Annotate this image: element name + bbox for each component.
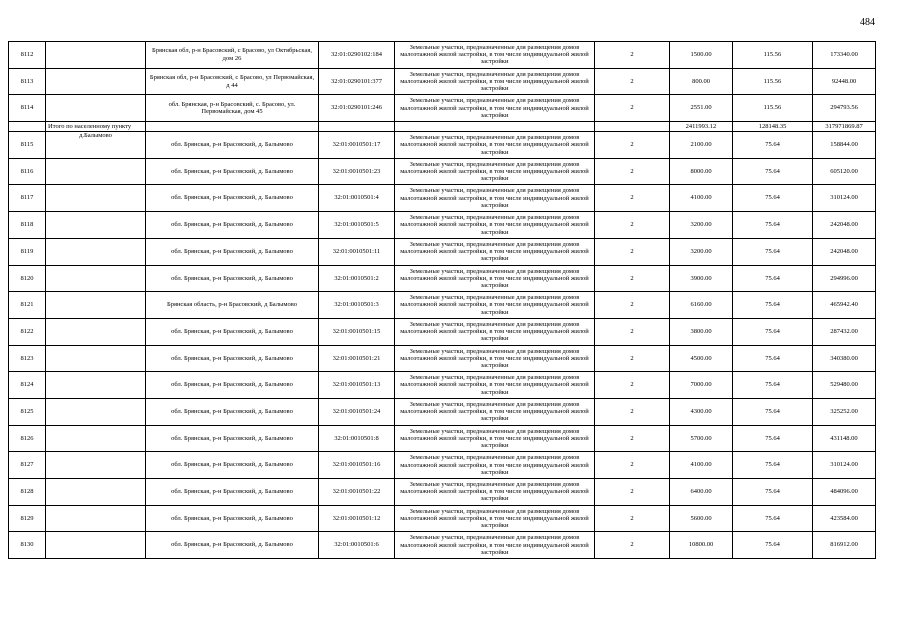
table-row (9, 318, 876, 345)
table-row (9, 532, 876, 559)
price-cell: 75.64 (733, 425, 813, 452)
table-row (9, 265, 876, 292)
land-use-cell: Земельные участки, предназначенные для размещения домов малоэтажной жилой застройки, в том числе индивидуальной жилой застройки (395, 479, 595, 506)
cadastral-value-cell: 423584.00 (813, 505, 876, 532)
land-use-cell: Земельные участки, предназначенные для размещения домов малоэтажной жилой застройки, в том числе индивидуальной жилой застройки (395, 42, 595, 69)
land-use-cell: Земельные участки, предназначенные для размещения домов малоэтажной жилой застройки, в том числе индивидуальной жилой застройки (395, 185, 595, 212)
village-cell (46, 452, 146, 479)
area-cell: 6400.00 (670, 479, 733, 506)
cadastral-value-cell: 310124.00 (813, 185, 876, 212)
cadastral-value-cell: 242048.00 (813, 212, 876, 239)
row-number: 8128 (9, 479, 46, 506)
row-number: 8125 (9, 398, 46, 425)
village-cell (46, 505, 146, 532)
table-row (9, 292, 876, 319)
cadastral-number-cell: 32:01:0010501:5 (319, 212, 395, 239)
table-row (9, 95, 876, 122)
cadastral-value-cell: 340380.00 (813, 345, 876, 372)
cadastral-number-cell: 32:01:0010501:11 (319, 238, 395, 265)
group-cell: 2 (595, 132, 670, 159)
row-number: 8120 (9, 265, 46, 292)
address-cell: обл. Брянская, р-н Брасовский, д. Балымово (146, 158, 319, 185)
row-number: 8119 (9, 238, 46, 265)
row-number: 8116 (9, 158, 46, 185)
table-row (9, 398, 876, 425)
group-cell: 2 (595, 345, 670, 372)
village-cell (46, 292, 146, 319)
area-cell: 2551.00 (670, 95, 733, 122)
price-cell: 75.64 (733, 479, 813, 506)
price-cell: 75.64 (733, 345, 813, 372)
cadastral-number-cell: 32:01:0290102:184 (319, 42, 395, 69)
address-cell: обл. Брянская, р-н Брасовский, д. Балымово (146, 372, 319, 399)
total-blank-n (9, 122, 46, 132)
cadastral-number-cell: 32:01:0010501:4 (319, 185, 395, 212)
area-cell: 800.00 (670, 68, 733, 95)
area-cell: 4100.00 (670, 452, 733, 479)
land-use-cell: Земельные участки, предназначенные для размещения домов малоэтажной жилой застройки, в том числе индивидуальной жилой застройки (395, 398, 595, 425)
group-cell: 2 (595, 425, 670, 452)
address-cell: обл. Брянская, р-н Брасовский, д. Балымово (146, 212, 319, 239)
cadastral-value-cell: 242048.00 (813, 238, 876, 265)
group-cell: 2 (595, 238, 670, 265)
table-row (9, 372, 876, 399)
total-value: 317971869.87 (813, 122, 876, 132)
village-cell (46, 238, 146, 265)
address-cell: обл. Брянская, р-н Брасовский, д. Балымово (146, 185, 319, 212)
group-cell: 2 (595, 452, 670, 479)
price-cell: 75.64 (733, 158, 813, 185)
row-number: 8130 (9, 532, 46, 559)
village-cell (46, 185, 146, 212)
cadastral-value-cell: 529480.00 (813, 372, 876, 399)
cadastral-number-cell: 32:01:0010501:15 (319, 318, 395, 345)
price-cell: 75.64 (733, 185, 813, 212)
cadastral-value-cell: 325252.00 (813, 398, 876, 425)
table-row (9, 452, 876, 479)
cadastral-value-cell: 294793.56 (813, 95, 876, 122)
area-cell: 2100.00 (670, 132, 733, 159)
cadastral-number-cell: 32:01:0290101:246 (319, 95, 395, 122)
row-number: 8114 (9, 95, 46, 122)
group-cell: 2 (595, 158, 670, 185)
row-number: 8121 (9, 292, 46, 319)
price-cell: 75.64 (733, 132, 813, 159)
area-cell: 1500.00 (670, 42, 733, 69)
group-cell: 2 (595, 398, 670, 425)
table-row (9, 185, 876, 212)
row-number: 8113 (9, 68, 46, 95)
cadastral-number-cell: 32:01:0010501:2 (319, 265, 395, 292)
cadastral-value-cell: 605120.00 (813, 158, 876, 185)
cadastral-number-cell: 32:01:0010501:16 (319, 452, 395, 479)
village-cell (46, 532, 146, 559)
group-cell: 2 (595, 292, 670, 319)
price-cell: 75.64 (733, 505, 813, 532)
village-cell (46, 318, 146, 345)
land-use-cell: Земельные участки, предназначенные для размещения домов малоэтажной жилой застройки, в том числе индивидуальной жилой застройки (395, 292, 595, 319)
cadastral-number-cell: 32:01:0010501:21 (319, 345, 395, 372)
table-row (9, 132, 876, 159)
group-cell: 2 (595, 185, 670, 212)
row-number: 8115 (9, 132, 46, 159)
land-use-cell: Земельные участки, предназначенные для размещения домов малоэтажной жилой застройки, в том числе индивидуальной жилой застройки (395, 238, 595, 265)
area-cell: 3900.00 (670, 265, 733, 292)
price-cell: 115.56 (733, 95, 813, 122)
village-cell (46, 372, 146, 399)
total-blank-group (595, 122, 670, 132)
group-cell: 2 (595, 212, 670, 239)
settlement-total-row (9, 122, 876, 132)
village-cell (46, 68, 146, 95)
area-cell: 8000.00 (670, 158, 733, 185)
table-row (9, 68, 876, 95)
page-number: 484 (860, 17, 875, 28)
price-cell: 75.64 (733, 532, 813, 559)
rows-top (9, 42, 876, 122)
village-cell (46, 265, 146, 292)
village-cell (46, 158, 146, 185)
cadastral-value-cell: 294996.00 (813, 265, 876, 292)
address-cell: Брянская обл, р-н Брасовский, с Брасово, ул Октябрьская, дом 26 (146, 42, 319, 69)
group-cell: 2 (595, 532, 670, 559)
cadastral-number-cell: 32:01:0010501:6 (319, 532, 395, 559)
cadastral-number-cell: 32:01:0010501:17 (319, 132, 395, 159)
address-cell: обл. Брянская, р-н Брасовский, с. Брасово, ул. Первомайская, дом 45 (146, 95, 319, 122)
cadastral-number-cell: 32:01:0010501:22 (319, 479, 395, 506)
price-cell: 75.64 (733, 318, 813, 345)
land-use-cell: Земельные участки, предназначенные для размещения домов малоэтажной жилой застройки, в том числе индивидуальной жилой застройки (395, 318, 595, 345)
land-use-cell: Земельные участки, предназначенные для размещения домов малоэтажной жилой застройки, в том числе индивидуальной жилой застройки (395, 68, 595, 95)
price-cell: 75.64 (733, 372, 813, 399)
village-cell (46, 42, 146, 69)
land-use-cell: Земельные участки, предназначенные для размещения домов малоэтажной жилой застройки, в том числе индивидуальной жилой застройки (395, 425, 595, 452)
land-use-cell: Земельные участки, предназначенные для размещения домов малоэтажной жилой застройки, в том числе индивидуальной жилой застройки (395, 158, 595, 185)
total-price: 128148.35 (733, 122, 813, 132)
land-use-cell: Земельные участки, предназначенные для размещения домов малоэтажной жилой застройки, в том числе индивидуальной жилой застройки (395, 95, 595, 122)
group-cell: 2 (595, 68, 670, 95)
total-blank-use (395, 122, 595, 132)
cadastral-value-cell: 158844.00 (813, 132, 876, 159)
area-cell: 4300.00 (670, 398, 733, 425)
cadastral-number-cell: 32:01:0010501:24 (319, 398, 395, 425)
table-row (9, 158, 876, 185)
cadastral-value-cell: 287432.00 (813, 318, 876, 345)
row-number: 8117 (9, 185, 46, 212)
address-cell: обл. Брянская, р-н Брасовский, д. Балымово (146, 398, 319, 425)
price-cell: 75.64 (733, 212, 813, 239)
row-number: 8127 (9, 452, 46, 479)
address-cell: обл. Брянская, р-н Брасовский, д. Балымово (146, 505, 319, 532)
row-number: 8126 (9, 425, 46, 452)
price-cell: 115.56 (733, 68, 813, 95)
area-cell: 5600.00 (670, 505, 733, 532)
cadastral-number-cell: 32:01:0290101:377 (319, 68, 395, 95)
village-cell (46, 212, 146, 239)
total-blank-address (146, 122, 319, 132)
row-number: 8123 (9, 345, 46, 372)
address-cell: обл. Брянская, р-н Брасовский, д. Балымово (146, 238, 319, 265)
area-cell: 4500.00 (670, 345, 733, 372)
address-cell: обл. Брянская, р-н Брасовский, д. Балымово (146, 425, 319, 452)
address-cell: обл. Брянская, р-н Брасовский, д. Балымово (146, 132, 319, 159)
village-cell (46, 425, 146, 452)
cadastral-value-cell: 431148.00 (813, 425, 876, 452)
table-row (9, 345, 876, 372)
cadastral-value-cell: 816912.00 (813, 532, 876, 559)
group-cell: 2 (595, 372, 670, 399)
group-cell: 2 (595, 318, 670, 345)
village-cell (46, 345, 146, 372)
address-cell: обл. Брянская, р-н Брасовский, д. Балымово (146, 479, 319, 506)
cadastral-value-cell: 484096.00 (813, 479, 876, 506)
group-cell: 2 (595, 479, 670, 506)
land-use-cell: Земельные участки, предназначенные для размещения домов малоэтажной жилой застройки, в том числе индивидуальной жилой застройки (395, 132, 595, 159)
group-cell: 2 (595, 265, 670, 292)
price-cell: 75.64 (733, 292, 813, 319)
price-cell: 75.64 (733, 398, 813, 425)
cadastral-value-cell: 92448.00 (813, 68, 876, 95)
table-row (9, 212, 876, 239)
table-row (9, 425, 876, 452)
table-row (9, 505, 876, 532)
price-cell: 75.64 (733, 265, 813, 292)
area-cell: 3200.00 (670, 238, 733, 265)
table-row (9, 42, 876, 69)
price-cell: 75.64 (733, 452, 813, 479)
area-cell: 3800.00 (670, 318, 733, 345)
cadastral-number-cell: 32:01:0010501:23 (319, 158, 395, 185)
total-label: Итого по населенному пункту (46, 122, 146, 132)
cadastral-value-cell: 310124.00 (813, 452, 876, 479)
land-use-cell: Земельные участки, предназначенные для размещения домов малоэтажной жилой застройки, в том числе индивидуальной жилой застройки (395, 265, 595, 292)
area-cell: 5700.00 (670, 425, 733, 452)
group-cell: 2 (595, 42, 670, 69)
land-use-cell: Земельные участки, предназначенные для размещения домов малоэтажной жилой застройки, в том числе индивидуальной жилой застройки (395, 345, 595, 372)
price-cell: 75.64 (733, 238, 813, 265)
table-row (9, 238, 876, 265)
area-cell: 10800.00 (670, 532, 733, 559)
total-blank-cadastral (319, 122, 395, 132)
cadastral-value-cell: 173340.00 (813, 42, 876, 69)
village-cell: д.Балымово (46, 132, 146, 159)
cadastral-number-cell: 32:01:0010501:13 (319, 372, 395, 399)
land-use-cell: Земельные участки, предназначенные для размещения домов малоэтажной жилой застройки, в том числе индивидуальной жилой застройки (395, 372, 595, 399)
address-cell: Брянская область, р-н Брасовский, д Балымово (146, 292, 319, 319)
row-number: 8122 (9, 318, 46, 345)
table-row (9, 479, 876, 506)
address-cell: обл. Брянская, р-н Брасовский, д. Балымово (146, 345, 319, 372)
rows-bottom (9, 132, 876, 559)
land-use-cell: Земельные участки, предназначенные для размещения домов малоэтажной жилой застройки, в том числе индивидуальной жилой застройки (395, 532, 595, 559)
cadastral-number-cell: 32:01:0010501:8 (319, 425, 395, 452)
village-cell (46, 95, 146, 122)
area-cell: 7000.00 (670, 372, 733, 399)
address-cell: обл. Брянская, р-н Брасовский, д. Балымово (146, 318, 319, 345)
row-number: 8118 (9, 212, 46, 239)
row-number: 8124 (9, 372, 46, 399)
row-number: 8129 (9, 505, 46, 532)
price-cell: 115.56 (733, 42, 813, 69)
land-registry-table (8, 41, 876, 559)
area-cell: 3200.00 (670, 212, 733, 239)
group-cell: 2 (595, 505, 670, 532)
village-cell (46, 398, 146, 425)
land-use-cell: Земельные участки, предназначенные для размещения домов малоэтажной жилой застройки, в том числе индивидуальной жилой застройки (395, 452, 595, 479)
address-cell: обл. Брянская, р-н Брасовский, д. Балымово (146, 265, 319, 292)
land-use-cell: Земельные участки, предназначенные для размещения домов малоэтажной жилой застройки, в том числе индивидуальной жилой застройки (395, 212, 595, 239)
total-area: 2411993.12 (670, 122, 733, 132)
group-cell: 2 (595, 95, 670, 122)
cadastral-number-cell: 32:01:0010501:12 (319, 505, 395, 532)
area-cell: 6160.00 (670, 292, 733, 319)
cadastral-value-cell: 465942.40 (813, 292, 876, 319)
row-number: 8112 (9, 42, 46, 69)
land-use-cell: Земельные участки, предназначенные для размещения домов малоэтажной жилой застройки, в том числе индивидуальной жилой застройки (395, 505, 595, 532)
address-cell: обл. Брянская, р-н Брасовский, д. Балымово (146, 532, 319, 559)
address-cell: обл. Брянская, р-н Брасовский, д. Балымово (146, 452, 319, 479)
cadastral-number-cell: 32:01:0010501:3 (319, 292, 395, 319)
address-cell: Брянская обл, р-н Брасовский, с Брасово, ул Первомайская, д 44 (146, 68, 319, 95)
area-cell: 4100.00 (670, 185, 733, 212)
village-cell (46, 479, 146, 506)
